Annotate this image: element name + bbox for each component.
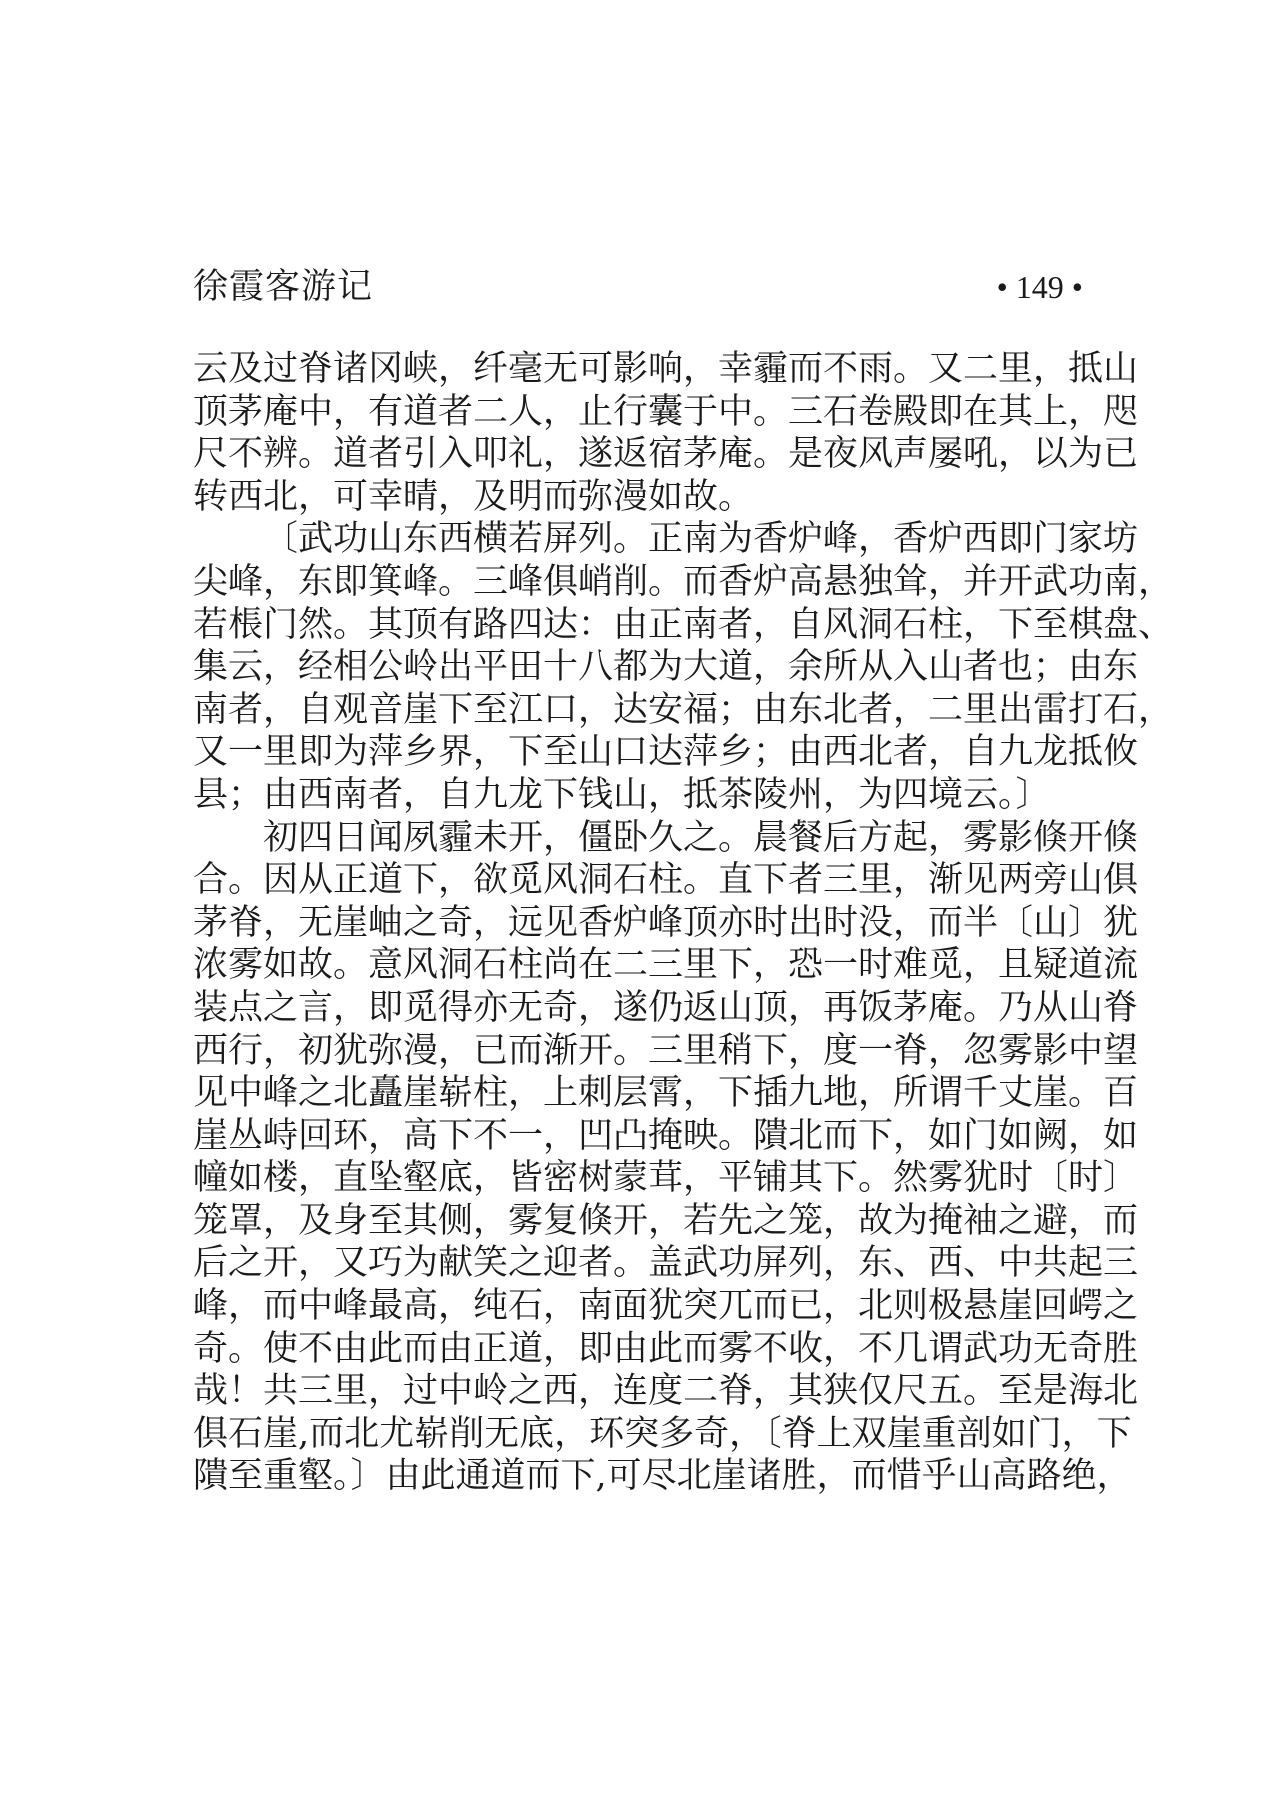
text-line: 〔武功山东西横若屏列。正南为香炉峰，香炉西即门家坊: [263, 519, 1139, 560]
text-line: 装点之言，即觅得亦无奇，遂仍返山顶，再饭茅庵。乃从山脊: [193, 987, 1139, 1028]
text-line: 奇。使不由此而由正道，即由此而雾不收，不几谓武功无奇胜: [193, 1328, 1139, 1369]
text-line: 峰，而中峰最高，纯石，南面犹突兀而已，北则极悬崖回崿之: [193, 1286, 1139, 1327]
book-title: 徐霞客游记: [193, 267, 374, 307]
text-line: 后之开，又巧为献笑之迎者。盖武功屏列，东、西、中共起三: [193, 1243, 1139, 1284]
page-number: • 149 •: [996, 269, 1083, 305]
text-line: 茅脊，无崖岫之奇，远见香炉峰顶亦时出时没，而半〔山〕犹: [193, 902, 1139, 943]
text-line: 云及过脊诸冈峡，纤毫无可影响，幸霾而不雨。又二里，抵山: [193, 349, 1139, 389]
text-line: 尖峰，东即箕峰。三峰俱峭削。而香炉高悬独耸，并开武功南，: [193, 561, 1174, 602]
text-line: 幢如楼，直坠壑底，皆密树蒙茸，平铺其下。然雾犹时〔时〕: [193, 1158, 1139, 1199]
text-line: 转西北，可幸晴，及明而弥漫如故。: [193, 476, 754, 517]
text-line: 县；由西南者，自九龙下钱山，抵茶陵州，为四境云。〕: [193, 774, 1051, 815]
text-line: 隤至重壑。〕由此通道而下,可尽北崖诸胜，而惜乎山高路绝，: [193, 1456, 1132, 1497]
text-line: 西行，初犹弥漫，已而渐开。三里稍下，度一脊，忽雾影中望: [193, 1030, 1139, 1071]
text-line: 若棖门然。其顶有路四达：由正南者，自风洞石柱，下至棋盘、: [193, 604, 1174, 645]
running-header: [193, 262, 1083, 312]
text-line: 见中峰之北矗崖崭柱，上刺层霄，下插九地，所谓千丈崖。百: [193, 1073, 1139, 1114]
text-line: 崖丛峙回环，高下不一，凹凸掩映。隤北而下，如门如阙，如: [193, 1115, 1139, 1156]
text-line: 南者，自观音崖下至江口，达安福；由东北者，二里出雷打石，: [193, 689, 1174, 730]
text-line: 初四日闻夙霾未开，僵卧久之。晨餐后方起，雾影倏开倏: [263, 817, 1139, 858]
text-line: 又一里即为萍乡界，下至山口达萍乡；由西北者，自九龙抵攸: [193, 732, 1139, 773]
text-line: 哉！共三里，过中岭之西，连度二脊，其狭仅尺五。至是海北: [193, 1371, 1139, 1412]
text-line: 集云，经相公岭出平田十八都为大道，余所从入山者也；由东: [193, 647, 1139, 688]
body-text: [193, 348, 1174, 1498]
text-line: 合。因从正道下，欲觅风洞石柱。直下者三里，渐见两旁山俱: [193, 860, 1139, 901]
text-line: 尺不辨。道者引入叩礼，遂返宿茅庵。是夜风声屡吼，以为已: [193, 434, 1139, 475]
text-line: 浓雾如故。意风洞石柱尚在二三里下，恐一时难觅，且疑道流: [193, 945, 1139, 986]
text-line: 笼罩，及身至其侧，雾复倏开，若先之笼，故为掩袖之避，而: [193, 1200, 1139, 1241]
text-line: 顶茅庵中，有道者二人，止行囊于中。三石卷殿即在其上，咫: [193, 391, 1139, 432]
text-line: 俱石崖,而北尤崭削无底，环突多奇，〔脊上双崖重剖如门，下: [193, 1413, 1132, 1454]
